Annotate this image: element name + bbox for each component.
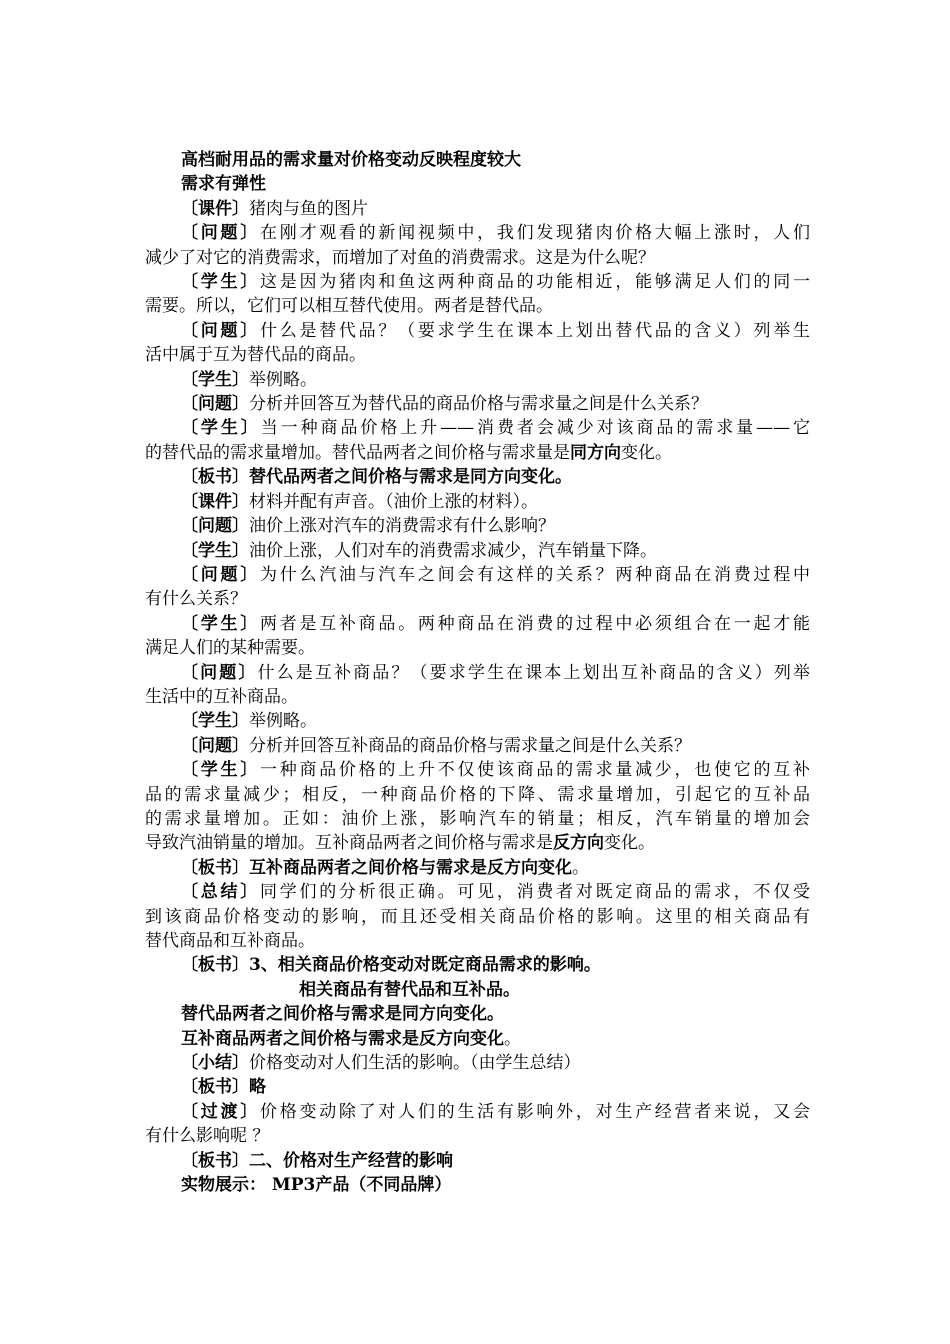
- tag-label: 〔板书〕: [181, 1150, 249, 1171]
- text-line: 〔总结〕同学们的分析很正确。可见，消费者对既定商品的需求，不仅受: [181, 882, 810, 903]
- text-line: 〔问题〕什么是替代品？（要求学生在课本上划出替代品的含义）列举生: [181, 320, 810, 341]
- text-line: 替代品两者之间价格与需求是同方向变化。: [181, 1004, 504, 1025]
- tag-label: 〔板书〕: [181, 1077, 249, 1098]
- text-line: 〔学生〕一种商品价格的上升不仅使该商品的需求量减少，也使它的互补: [181, 760, 810, 781]
- tag-label: 〔问题〕: [181, 223, 260, 244]
- text-line: 〔问题〕为什么汽油与汽车之间会有这样的关系？两种商品在消费过程中: [181, 564, 810, 585]
- text-line: 满足人们的某种需要。: [145, 638, 315, 659]
- text-line: 〔过渡〕价格变动除了对人们的生活有影响外，对生产经营者来说，又会: [181, 1101, 810, 1122]
- tag-label: 〔学生〕: [181, 760, 260, 781]
- text-line: 〔小结〕价格变动对人们生活的影响。（由学生总结）: [181, 1053, 581, 1074]
- text-line: 〔课件〕猪肉与鱼的图片: [181, 198, 368, 219]
- text-line: 〔问题〕在刚才观看的新闻视频中，我们发现猪肉价格大幅上涨时，人们: [181, 223, 810, 244]
- tag-label: 〔学生〕: [181, 711, 249, 732]
- text-line: 有什么关系？: [145, 589, 247, 610]
- text-line: 〔学生〕举例略。: [181, 369, 317, 390]
- text-line: 〔板书〕略: [181, 1077, 266, 1098]
- tag-label: 〔问题〕: [181, 320, 260, 341]
- text-line: 替代商品和互补商品。: [145, 931, 315, 951]
- text-line: 需求有弹性: [181, 174, 266, 195]
- tag-label: 〔课件〕: [181, 491, 249, 512]
- tag-label: 〔板书〕: [181, 467, 249, 488]
- text-line: 有什么影响呢 ？: [145, 1126, 270, 1147]
- text-line: 〔问题〕什么是互补商品？（要求学生在课本上划出互补商品的含义）列举: [181, 662, 810, 683]
- tag-label: 〔学生〕: [181, 369, 249, 390]
- text-line: 〔学生〕当一种商品价格上升——消费者会减少对该商品的需求量——它: [181, 418, 810, 439]
- text-line: 〔板书〕互补商品两者之间价格与需求是反方向变化。: [181, 857, 589, 878]
- text-line: 高档耐用品的需求量对价格变动反映程度较大: [181, 150, 521, 170]
- tag-label: 〔问题〕: [181, 735, 249, 756]
- tag-label: 〔问题〕: [181, 394, 249, 415]
- tag-label: 〔问题〕: [181, 564, 260, 585]
- tag-label: 〔总结〕: [181, 882, 260, 903]
- text-line: 〔板书〕二、价格对生产经营的影响: [181, 1150, 453, 1171]
- tag-label: 〔学生〕: [181, 272, 260, 293]
- text-line: 减少了对它的消费需求，而增加了对鱼的消费需求。这是为什么呢？: [145, 247, 655, 268]
- document-page: [145, 148, 810, 1197]
- text-line: 需要。所以，它们可以相互替代使用。两者是替代品。: [145, 296, 553, 317]
- text-line: 生活中的互补商品。: [145, 686, 298, 707]
- text-line: 的需求量增加。正如：油价上涨，影响汽车的销量；相反，汽车销量的增加会: [145, 808, 810, 829]
- tag-label: 〔学生〕: [181, 418, 261, 439]
- text-line: 活中属于互为替代品的商品。: [145, 345, 366, 366]
- emphasis: 反方向: [553, 833, 604, 854]
- text-line: 到该商品价格变动的影响，而且还受相关商品价格的影响。这里的相关商品有: [145, 906, 810, 927]
- tag-label: 〔学生〕: [181, 540, 249, 561]
- text-line: 〔课件〕材料并配有声音。（油价上涨的材料）。: [181, 491, 538, 512]
- tag-label: 〔问题〕: [181, 662, 258, 683]
- tag-label: 〔过渡〕: [181, 1101, 260, 1122]
- tag-label: 〔板书〕: [181, 955, 249, 976]
- emphasis: 同方向: [570, 442, 621, 463]
- text-line: 〔问题〕分析并回答互为替代品的商品价格与需求量之间是什么关系？: [181, 394, 708, 415]
- text-line: 〔问题〕分析并回答互补商品的商品价格与需求量之间是什么关系？: [181, 735, 691, 756]
- text-line: 互补商品两者之间价格与需求是反方向变化。: [181, 1028, 521, 1049]
- tag-label: 〔问题〕: [181, 516, 249, 537]
- text-line: 〔板书〕替代品两者之间价格与需求是同方向变化。: [181, 467, 572, 488]
- text-line: 〔学生〕两者是互补商品。两种商品在消费的过程中必须组合在一起才能: [181, 613, 810, 634]
- text-line: 〔问题〕油价上涨对汽车的消费需求有什么影响？: [181, 516, 555, 537]
- text-line: 导致汽油销量的增加。互补商品两者之间价格与需求是反方向变化。: [145, 833, 655, 854]
- text-line: 〔板书〕3、相关商品价格变动对既定商品需求的影响。: [181, 955, 601, 976]
- tag-label: 〔学生〕: [181, 613, 260, 634]
- text-line: 相关商品有替代品和互补品。: [299, 979, 520, 1000]
- text-line: 〔学生〕举例略。: [181, 711, 317, 732]
- text-line: 〔学生〕油价上涨，人们对车的消费需求减少，汽车销量下降。: [181, 540, 657, 561]
- text-line: 品的需求量减少；相反，一种商品价格的下降、需求量增加，引起它的互补品: [145, 784, 810, 805]
- text-line: 〔学生〕这是因为猪肉和鱼这两种商品的功能相近，能够满足人们的同一: [181, 272, 810, 293]
- text-line: 实物展示： MP3产品（不同品牌）: [181, 1175, 452, 1196]
- tag-label: 〔课件〕: [181, 198, 249, 219]
- tag-label: 〔小结〕: [181, 1053, 249, 1074]
- text-line: 的替代品的需求量增加。替代品两者之间价格与需求量是同方向变化。: [145, 442, 672, 463]
- tag-label: 〔板书〕: [181, 857, 249, 878]
